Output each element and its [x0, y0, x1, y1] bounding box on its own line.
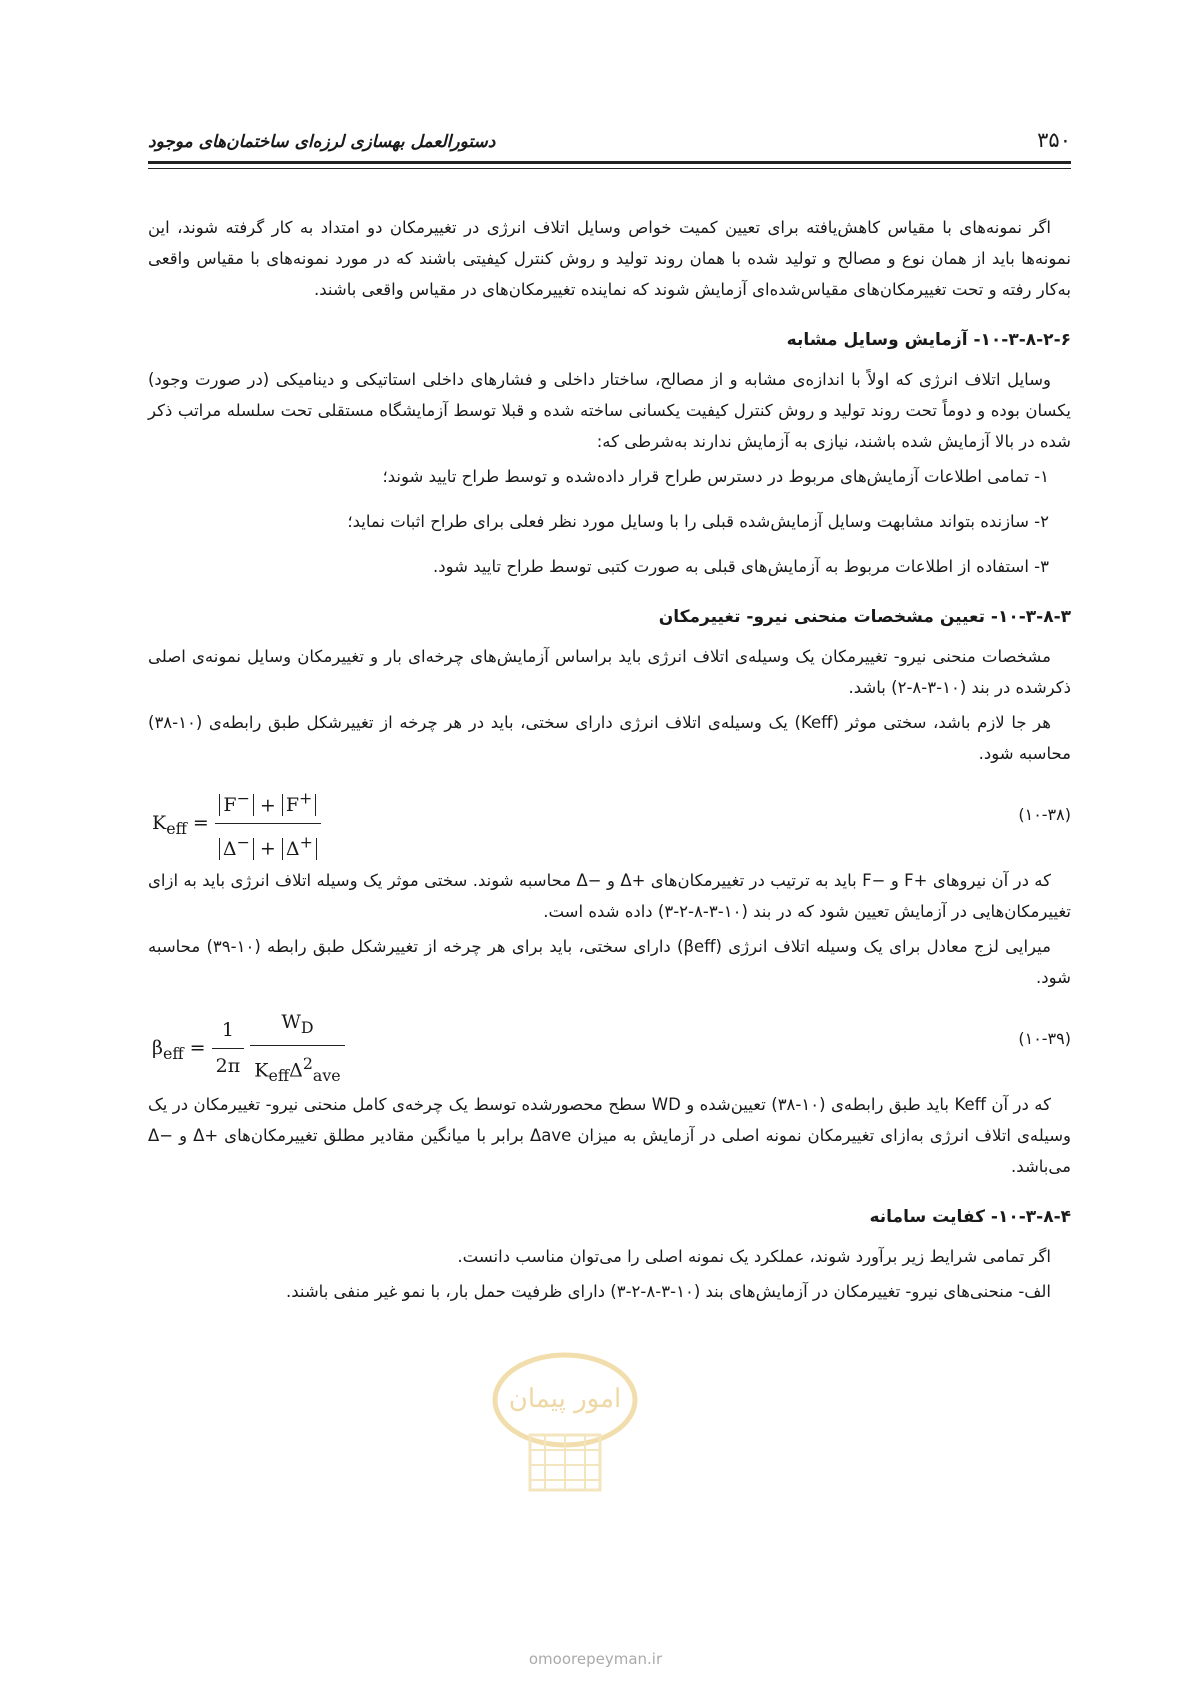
- forces-paragraph: که در آن نیروهای +F و −F باید به ترتیب در تغییرمکان‌های +Δ و −Δ محاسبه شوند. سختی موثر یک وسیله اتلاف انرژی باید به ازای تغییرمکان‌هایی در آزمایش تعیین شود که در بند (۱۰-۳-۸-۲-۳) داده شده است.: [148, 871, 1071, 921]
- running-title: دستورالعمل بهسازی لرزه‌ای ساختمان‌های موجود: [148, 132, 496, 152]
- intro-paragraph: اگر نمونه‌های با مقیاس کاهش‌یافته برای تعیین کمیت خواص وسایل اتلاف انرژی در تغییرمکان دو امتداد به کار گرفته شوند، این نمونه‌ها باید از همان نوع و مصالح و تولید شده با همان روند تولید و روش کنترل کیفیتی باشند که در مورد نمونه‌های با مقیاس واقعی به‌کار رفته و تحت تغییرمکان‌های مقیاس‌شده‌ای آزمایش شوند که نماینده تغییرمکان‌های در مقیاس واقعی باشند.: [148, 218, 1071, 299]
- beff-formula: $\beta_{eff}$ = $\frac{1}{2\pi}$ $\frac{W_D}{K_{eff}\Delta^2_{ave}}$: [152, 1005, 345, 1093]
- list-item: ۱- تمامی اطلاعات آزمایش‌های مربوط در دسترس طراح قرار داده‌شده و توسط طراح تایید شوند؛: [382, 467, 1049, 486]
- equation-38: [148, 777, 1071, 860]
- adequacy-condition-a: الف- منحنی‌های نیرو- تغییرمکان در آزمایش‌های بند (۱۰-۳-۸-۲-۳) دارای ظرفیت حمل بار، با نمو غیر منفی باشند.: [285, 1282, 1051, 1301]
- header-rule-thin: [148, 168, 1071, 169]
- equation-number: (۱۰-۳۸): [1018, 805, 1071, 824]
- equation-39: [148, 1001, 1071, 1085]
- header-rule: [148, 161, 1071, 164]
- watermark-logo-icon: [480, 1345, 650, 1495]
- list-item: ۳- استفاده از اطلاعات مربوط به آزمایش‌های قبلی به صورت کتبی توسط طراح تایید شود.: [433, 557, 1049, 576]
- adequacy-paragraph: اگر تمامی شرایط زیر برآورد شوند، عملکرد یک نمونه اصلی را می‌توان مناسب دانست.: [457, 1247, 1051, 1266]
- similar-devices-paragraph: وسایل اتلاف انرژی که اولاً با اندازه‌ی مشابه و از مصالح، ساختار داخلی و فشارهای داخلی استاتیکی و دینامیکی (در صورت وجود) یکسان بوده و دوماً تحت روند تولید و روش کنترل کیفیت یکسانی ساخته شده و قبلا توسط آزمایشگاه مستقلی تحت سلسله مراتب ذکر شده در بالا آزمایش شده باشند، نیازی به آزمایش ندارند به‌شرطی که:: [148, 370, 1071, 451]
- page-number: ۳۵۰: [1037, 128, 1071, 152]
- keff-formula: $K_{eff}$ = $\frac{F^- + F^+}{\Delta^- + \Delta^+}$: [152, 781, 321, 867]
- damping-paragraph: میرایی لزج معادل برای یک وسیله اتلاف انرژی (βeff) دارای سختی، باید برای هر چرخه از تغییرشکل طبق رابطه (۱۰-۳۹) محاسبه شود.: [148, 937, 1071, 987]
- watermark-logo-text: امور پیمان: [508, 1384, 622, 1414]
- wd-definition-paragraph: که در آن Keff باید طبق رابطه‌ی (۱۰-۳۸) تعیین‌شده و WD سطح محصورشده توسط یک چرخه‌ی کامل منحنی نیرو- تغییرمکان در یک وسیله‌ی اتلاف انرژی به‌ازای تغییرمکان نمونه اصلی در آزمایش به میزان Δave برابر با میانگین مقادیر مطلق تغییرمکان‌های +Δ و −Δ می‌باشد.: [148, 1095, 1071, 1176]
- conditions-list: [148, 461, 1049, 582]
- page-body: [148, 212, 1071, 1311]
- page-header: [148, 120, 1071, 164]
- list-item: ۲- سازنده بتواند مشابهت وسایل آزمایش‌شده قبلی را با وسایل مورد نظر فعلی برای طراح اثبات نماید؛: [347, 512, 1049, 531]
- force-displacement-paragraph: مشخصات منحنی نیرو- تغییرمکان یک وسیله‌ی اتلاف انرژی باید براساس آزمایش‌های چرخه‌ای بار و تغییرمکان وسایل نمونه‌ی اصلی ذکرشده در بند (۱۰-۳-۸-۲) باشد.: [148, 647, 1071, 697]
- section-heading-system-adequacy: ۱۰-۳-۸-۴- کفایت سامانه: [869, 1207, 1071, 1227]
- watermark-url: omoorepeyman.ir: [528, 1650, 663, 1668]
- equation-number: (۱۰-۳۹): [1018, 1029, 1071, 1048]
- effective-stiffness-paragraph: هر جا لازم باشد، سختی موثر (Keff) یک وسیله‌ی اتلاف انرژی دارای سختی، باید در هر چرخه از تغییرشکل طبق رابطه‌ی (۱۰-۳۸) محاسبه شود.: [148, 713, 1071, 763]
- section-heading-force-displacement: ۱۰-۳-۸-۳- تعیین مشخصات منحنی نیرو- تغییرمکان: [658, 607, 1071, 627]
- section-heading-similar-devices: ۱۰-۳-۸-۲-۶- آزمایش وسایل مشابه: [786, 330, 1071, 350]
